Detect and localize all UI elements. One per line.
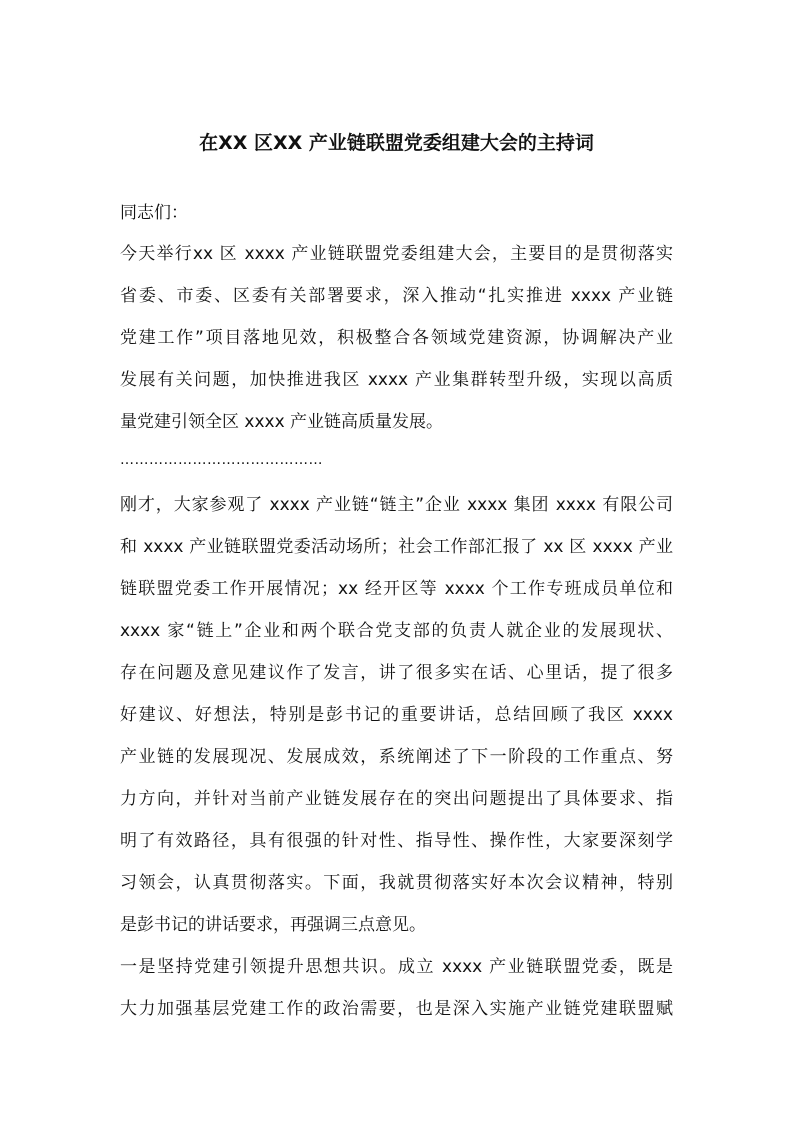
text-line: 明了有效路径，具有很强的针对性、指导性、操作性，大家要深刻学	[120, 831, 673, 851]
text-line: 力方向，并针对当前产业链发展存在的突出问题提出了具体要求、指	[120, 789, 673, 809]
text-line: 今天举行xx 区 xxxx 产业链联盟党委组建大会，主要目的是贯彻落实	[120, 244, 673, 264]
text-line: 习领会，认真贯彻落实。下面，我就贯彻落实好本次会议精神，特别	[120, 873, 673, 893]
document-title: 在XX 区XX 产业链联盟党委组建大会的主持词	[199, 132, 594, 154]
text-line: 一是坚持党建引领提升思想共识。成立 xxxx 产业链联盟党委，既是	[120, 957, 673, 977]
ellipsis-separator: ……………………………………	[120, 452, 323, 468]
text-line: 存在问题及意见建议作了发言，讲了很多实在话、心里话，提了很多	[120, 663, 673, 683]
text-line: xxxx 家“链上”企业和两个联合党支部的负责人就企业的发展现状、	[120, 621, 673, 641]
text-line: 链联盟党委工作开展情况；xx 经开区等 xxxx 个工作专班成员单位和	[120, 579, 673, 599]
text-line: 党建工作”项目落地见效，积极整合各领域党建资源，协调解决产业	[120, 328, 673, 348]
text-line: 大力加强基层党建工作的政治需要，也是深入实施产业链党建联盟赋	[120, 999, 673, 1019]
text-line: 好建议、好想法，特别是彭书记的重要讲话，总结回顾了我区 xxxx	[120, 705, 673, 725]
text-line: 产业链的发展现况、发展成效，系统阐述了下一阶段的工作重点、努	[120, 747, 673, 767]
text-line: 量党建引领全区 xxxx 产业链高质量发展。	[120, 412, 444, 432]
text-line: 是彭书记的讲话要求，再强调三点意见。	[120, 915, 426, 935]
text-line: 省委、市委、区委有关部署要求，深入推动“扎实推进 xxxx 产业链	[120, 286, 673, 306]
salutation: 同志们：	[120, 203, 188, 223]
text-line: 刚才，大家参观了 xxxx 产业链“链主”企业 xxxx 集团 xxxx 有限公司	[120, 495, 673, 515]
text-line: 发展有关问题，加快推进我区 xxxx 产业集群转型升级，实现以高质	[120, 370, 673, 390]
text-line: 和 xxxx 产业链联盟党委活动场所；社会工作部汇报了 xx 区 xxxx 产业	[120, 537, 673, 557]
